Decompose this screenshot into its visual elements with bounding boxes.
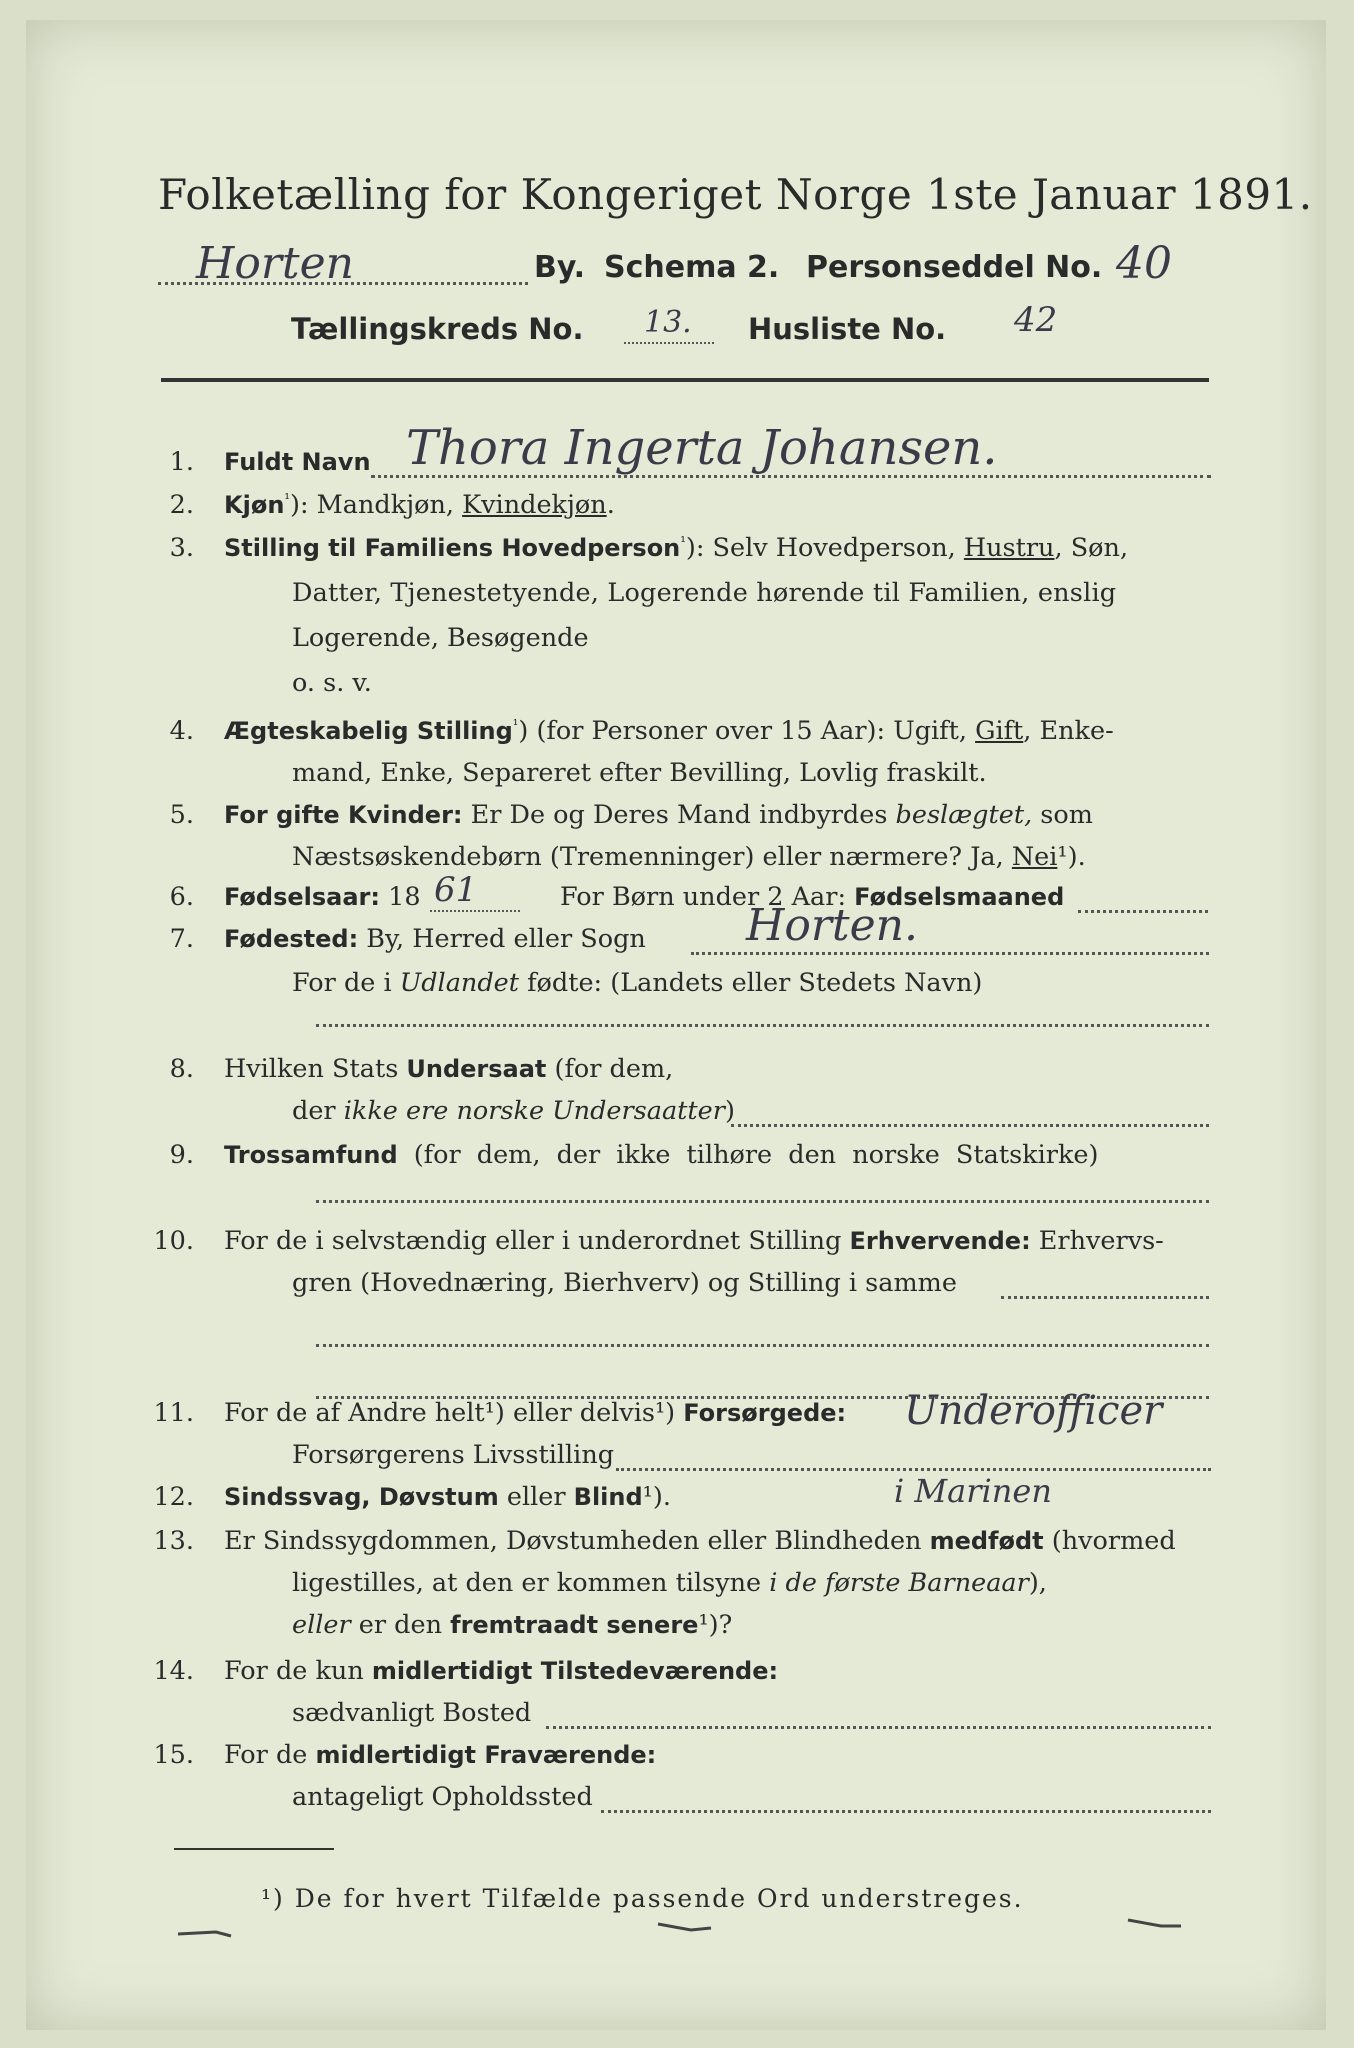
item-6-fill-line-b [1078,910,1208,913]
item-9-blank-line [316,1200,1209,1203]
item-7-fill-line [691,952,1209,955]
item-8-line-1 [224,1054,673,1084]
item-14-number: 14. [153,1656,194,1686]
birth-year-handwritten: 61 [434,870,478,910]
item-3-text-b: , Søn, [1054,533,1129,563]
item-13-line-2 [292,1568,1047,1598]
item-11-line-2: Forsørgerens Livsstilling [292,1440,615,1470]
husliste-label: Husliste No. [748,312,947,346]
item-2-label: Kjøn [224,491,285,519]
item-13-line-2b: ), [1028,1568,1047,1598]
city-handwritten: Horten [196,238,354,289]
item-13-italic: i de første Barneaar [769,1568,1029,1598]
item-3-line-4: o. s. v. [292,668,372,698]
item-11-text-a: For de af Andre helt¹) eller delvis¹) [224,1398,684,1428]
item-12-text-a: eller [498,1482,574,1512]
item-7-line-1 [224,924,646,954]
item-11-label: Forsørgede: [683,1399,847,1427]
item-8-number: 8. [169,1054,194,1084]
item-8-line-2a: der [292,1096,344,1126]
item-6-number: 6. [169,882,194,912]
item-7-number: 7. [169,924,194,954]
husliste-number: 42 [1014,300,1058,340]
item-11-number: 11. [153,1398,194,1428]
item-6-prefix: 18 [380,882,421,912]
footnote: ¹) De for hvert Tilfælde passende Ord understreges. [261,1884,1024,1913]
item-12-line [224,1482,671,1512]
item-2-text-a: ): Mandkjøn, [290,490,463,520]
item-4-label: Ægteskabelig Stilling [224,717,513,745]
kreds-number: 13. [644,305,692,340]
header-rule [161,378,1209,382]
item-4-sup: ¹ [512,717,519,734]
item-8-line-2 [292,1096,735,1126]
full-name-handwritten: Thora Ingerta Johansen. [406,420,998,476]
item-8-line-2b: ) [724,1096,735,1126]
item-5-underlined: Nei [1011,842,1058,872]
item-13-line-1 [224,1526,1176,1556]
item-15-line-1 [224,1740,656,1770]
item-3-label: Stilling til Familiens Hovedperson [224,534,681,562]
item-8-text-b: (for dem, [546,1054,674,1084]
item-10-label: Erhvervende: [849,1227,1031,1255]
item-13-line-3b: ¹)? [698,1610,733,1640]
decorative-mark-right [1126,1914,1186,1934]
item-13-line-2a: ligestilles, at den er kommen tilsyne [292,1568,770,1598]
item-14-fill-line [546,1726,1211,1729]
item-3-line-1 [224,533,1128,563]
item-14-label: midlertidigt Tilstedeværende: [371,1657,779,1685]
item-12-label: Sindssvag, Døvstum [224,1483,499,1511]
schema-label: Schema 2. [604,250,780,285]
item-13-label-2: fremtraadt senere [450,1611,699,1639]
item-6-label: Fødselsaar: [224,883,380,911]
item-10-text-b: Erhvervs- [1030,1226,1164,1256]
item-15-number: 15. [153,1740,194,1770]
form-title: Folketælling for Kongeriget Norge 1ste Januar 1891. [158,170,1313,219]
item-1-label: Fuldt Navn [224,448,371,476]
item-10-number: 10. [153,1226,194,1256]
item-10-blank-line-1 [316,1344,1209,1347]
item-7-line-2a: For de i [292,968,400,998]
item-5-line-2a: Næstsøskendebørn (Tremenninger) eller nærmere? Ja, [292,842,1012,872]
item-6-line [224,882,421,912]
by-label: By. [534,250,586,285]
footnote-rule [174,1848,334,1850]
decorative-mark-left [176,1922,236,1942]
item-7-text: By, Herred eller Sogn [358,924,646,954]
item-3-line-3: Logerende, Besøgende [292,623,589,653]
item-2-sup: ¹ [284,491,291,508]
item-8-italic: ikke ere norske Undersaatter [343,1096,725,1126]
item-15-line-2: antageligt Opholdssted [292,1782,593,1812]
item-15-label: midlertidigt Fraværende: [315,1741,657,1769]
birthplace-handwritten: Horten. [746,900,918,951]
item-12-number: 12. [153,1482,194,1512]
item-5-line-1 [224,800,1093,830]
city-fill-line [158,282,528,285]
item-7-blank-line [316,1024,1209,1027]
item-7-label: Fødested: [224,925,359,953]
item-13-label: medfødt [929,1527,1044,1555]
item-5-italic: beslægtet, [895,800,1033,830]
item-10-line-2: gren (Hovednæring, Bierhverv) og Stilling i samme [292,1268,957,1298]
item-15-fill-line [601,1810,1211,1813]
item-5-line-2 [292,842,1086,872]
item-13-line-3a: er den [350,1610,451,1640]
item-6-fill-line-a [430,910,520,912]
item-7-line-2b: fødte: (Landets eller Stedets Navn) [519,968,983,998]
kreds-fill-line [624,342,714,344]
item-13-line-3 [292,1610,732,1640]
item-14-line-1 [224,1656,778,1686]
item-2-underlined: Kvindekjøn [462,490,607,520]
item-9-line [224,1140,1098,1170]
item-5-number: 5. [169,800,194,830]
item-14-text-a: For de kun [224,1656,372,1686]
item-7-line-2 [292,968,982,998]
item-10-text-a: For de i selvstændig eller i underordnet Stilling [224,1226,850,1256]
item-12-text-b: ¹). [642,1482,671,1512]
item-7-italic: Udlandet [399,968,519,998]
item-3-text-a: ): Selv Hovedperson, [685,533,964,563]
item-5-text-b: som [1032,800,1093,830]
provider-occupation-handwritten: Underofficer [904,1388,1163,1434]
item-6-label-2: Fødselsmaaned [854,883,1065,911]
item-13-text-a: Er Sindssygdommen, Døvstumheden eller Blindheden [224,1526,930,1556]
item-10-fill-line [1001,1296,1209,1299]
item-2-number: 2. [169,490,194,520]
item-1-number: 1. [169,447,194,477]
personseddel-label: Personseddel No. [806,250,1103,285]
item-9-label: Trossamfund [224,1141,398,1169]
item-10-line-1 [224,1226,1164,1256]
item-11-fill-line [616,1468,1211,1471]
item-13-text-b: (hvormed [1043,1526,1176,1556]
item-5-label: For gifte Kvinder: [224,801,463,829]
personseddel-number: 40 [1116,238,1172,289]
item-8-label: Undersaat [406,1055,547,1083]
item-6-text: For Børn under 2 Aar: [560,882,855,912]
census-form [26,20,1326,2030]
item-5-line-2b: ¹). [1057,842,1086,872]
item-4-underlined: Gift [975,716,1024,746]
item-4-number: 4. [169,716,194,746]
item-3-sup: ¹ [680,534,686,551]
item-12-label-2: Blind [573,1483,643,1511]
provider-occupation-handwritten-2: i Marinen [894,1472,1052,1510]
item-13-italic-2: eller [292,1610,351,1640]
item-4-line-2: mand, Enke, Separeret efter Bevilling, Lovlig fraskilt. [292,758,987,788]
item-13-number: 13. [153,1526,194,1556]
item-3-underlined: Hustru [963,533,1055,563]
item-2-line [224,490,615,520]
item-2-text-b: . [606,490,615,520]
item-8-fill-line [731,1124,1209,1127]
item-4-text-a: ) (for Personer over 15 Aar): Ugift, [518,716,976,746]
item-15-text-a: For de [224,1740,316,1770]
item-5-text-a: Er De og Deres Mand indbyrdes [462,800,896,830]
decorative-mark-center [656,1918,716,1938]
item-3-number: 3. [169,533,194,563]
item-4-line-1 [224,716,1114,746]
item-3-line-2: Datter, Tjenestetyende, Logerende hørende til Familien, enslig [292,578,1117,608]
item-9-number: 9. [169,1140,194,1170]
kreds-label: Tællingskreds No. [291,312,584,346]
item-14-line-2: sædvanligt Bosted [292,1698,532,1728]
item-9-text: (for dem, der ikke tilhøre den norske Statskirke) [397,1140,1099,1170]
item-8-text-a: Hvilken Stats [224,1054,407,1084]
item-4-text-b: , Enke- [1023,716,1114,746]
item-11-line-1 [224,1398,846,1428]
